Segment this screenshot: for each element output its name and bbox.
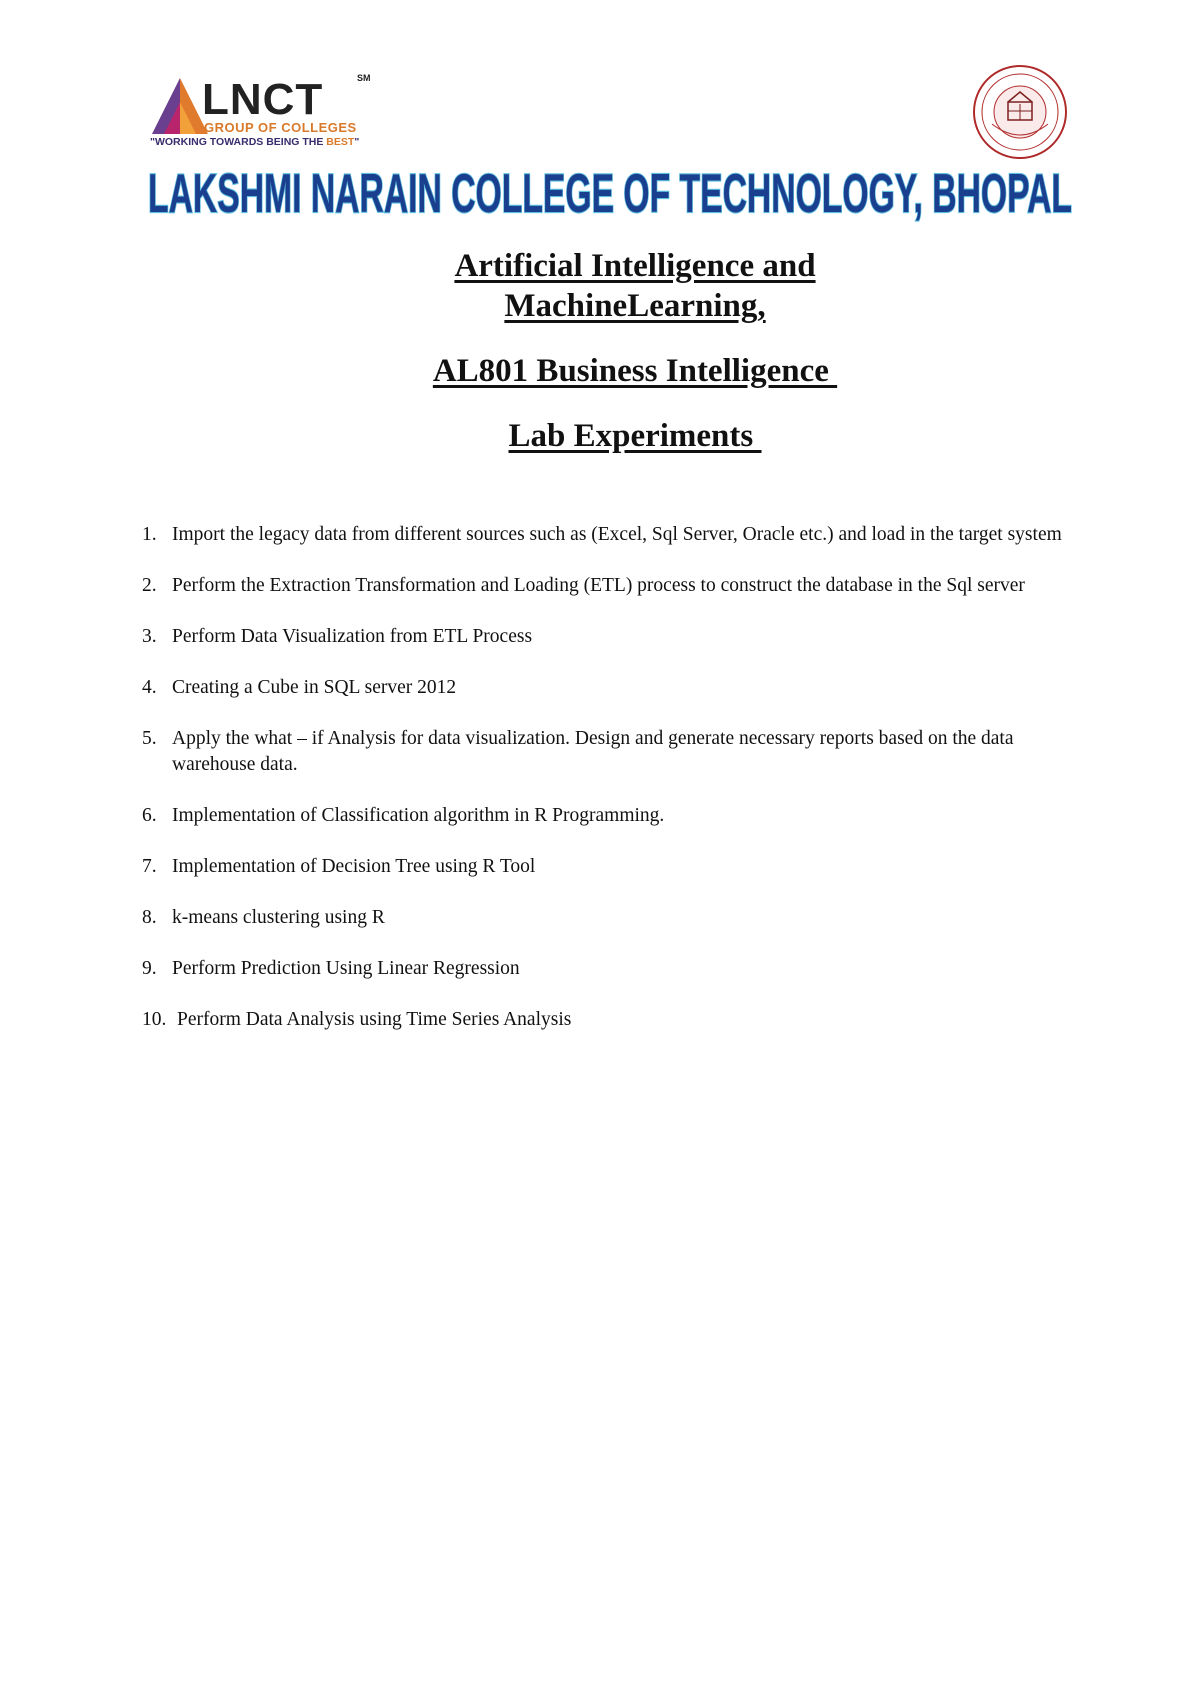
logo-subtitle: GROUP OF COLLEGES	[204, 120, 357, 135]
section-title: Lab Experiments	[508, 418, 762, 454]
list-item-number: 3.	[142, 626, 157, 647]
college-name-banner	[140, 152, 1080, 228]
list-item-text: Perform the Extraction Transformation and Loading (ETL) process to construct the database in the Sql server	[172, 575, 1025, 596]
logo-tagline-prefix: "WORKING TOWARDS BEING THE	[150, 136, 327, 148]
logo-tagline-suffix: "	[354, 136, 360, 148]
logo-service-mark: SM	[357, 73, 371, 83]
list-item	[142, 854, 1092, 880]
list-item-number: 2.	[142, 575, 157, 596]
list-item-number: 5.	[142, 728, 157, 749]
list-item-text: Perform Data Visualization from ETL Process	[172, 626, 533, 647]
list-item	[142, 675, 1092, 701]
college-seal-icon	[972, 64, 1068, 160]
program-title-line1: Artificial Intelligence and	[454, 248, 816, 284]
list-item	[142, 1007, 1092, 1033]
list-item-number: 7.	[142, 856, 157, 877]
list-item-number: 8.	[142, 907, 157, 928]
list-item	[142, 522, 1092, 548]
list-item-text: k-means clustering using R	[172, 907, 385, 928]
program-title-line2: MachineLearning,	[504, 288, 766, 324]
title-block	[0, 246, 1200, 456]
experiment-list	[142, 522, 1092, 1058]
list-item-text: Implementation of Decision Tree using R Tool	[172, 856, 536, 877]
list-item-text: Import the legacy data from different sources such as (Excel, Sql Server, Oracle etc.) and load in the target system	[172, 524, 1062, 545]
list-item	[142, 573, 1092, 599]
list-item-text: Perform Prediction Using Linear Regression	[172, 958, 520, 979]
list-item-text: Creating a Cube in SQL server 2012	[172, 677, 457, 698]
logo-tagline	[150, 136, 390, 148]
list-item-number: 4.	[142, 677, 157, 698]
list-item-number: 10.	[142, 1009, 167, 1030]
list-item	[142, 624, 1092, 650]
list-item	[142, 726, 1092, 778]
list-item-number: 6.	[142, 805, 157, 826]
logo-tagline-highlight: BEST	[326, 136, 355, 148]
list-item-number: 1.	[142, 524, 157, 545]
list-item-text: Apply the what – if Analysis for data visualization. Design and generate necessary reports based on the data warehouse data.	[172, 728, 1014, 775]
college-name: LAKSHMI NARAIN COLLEGE OF TECHNOLOGY, BHOPAL	[148, 162, 1072, 224]
course-title: AL801 Business Intelligence	[432, 353, 838, 389]
list-item	[142, 905, 1092, 931]
list-item-text: Implementation of Classification algorithm in R Programming.	[172, 805, 665, 826]
list-item	[142, 803, 1092, 829]
list-item-number: 9.	[142, 958, 157, 979]
lnct-triangle-icon	[150, 76, 210, 136]
logo-wordmark: LNCT	[202, 75, 324, 124]
list-item-text: Perform Data Analysis using Time Series Analysis	[177, 1009, 572, 1030]
list-item	[142, 956, 1092, 982]
lnct-logo	[150, 73, 390, 154]
